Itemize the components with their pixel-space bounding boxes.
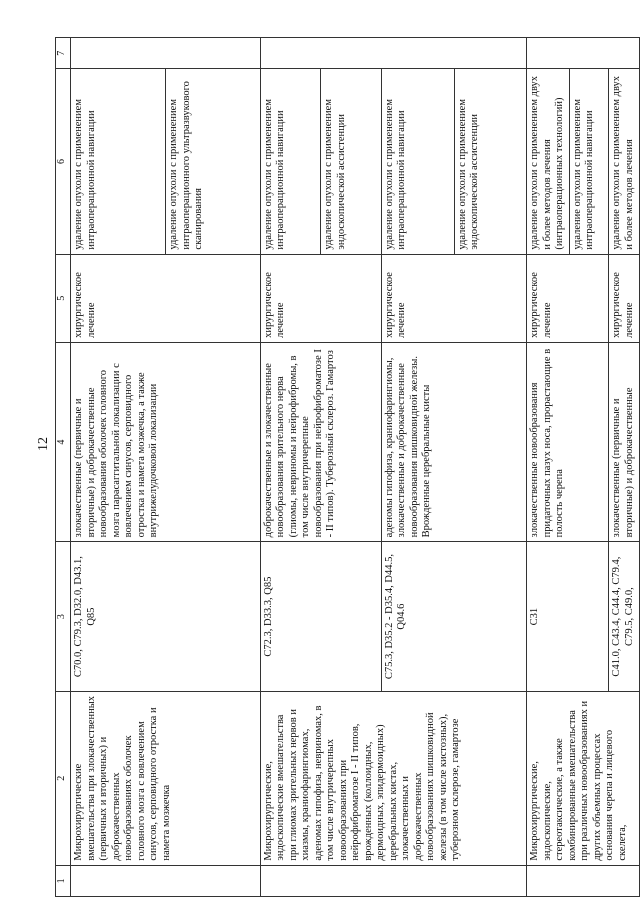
method-item: удаление опухоли с применением интраоперационной навигации (382, 69, 455, 253)
cell-treatment-type: хирургическое лечение (381, 254, 526, 342)
cell-method: удаление опухоли с применением двух и более методов лечения (609, 69, 640, 254)
cell-treatment-type: хирургическое лечение (71, 254, 261, 342)
header-cell: 1 (56, 865, 71, 896)
cell-number (527, 865, 640, 896)
cell-procedure: Микрохирургические, эндоскопические вмешательства при глиомах зрительных нервов и хиазмы, краниофарингиомах, аденомах гипофиза, невриномах, в том числе внутричерепных новообразованиях при нейрофиброматозе I - II типов, врожденных (коллоидных, дермоидных, эпидермоидных) церебральных кистах, злокачественных и доброкачественных новообразованиях шишковидной железы (в том числе кистозных), туберозном склерозе, гамартозе (260, 691, 526, 865)
cell-diagnosis: злокачественные (первичные и вторичные) и доброкачественные новообразования оболочек головного мозга парасаггитальной локализации с вовлечением синусов, серповидного отростка и намета мозжечка, а также внутрижелудочковой локализации (71, 342, 261, 541)
cell-icd-codes: C70.0, C79.3, D32.0, D43.1, Q85 (71, 542, 261, 692)
cell-number (260, 865, 526, 896)
cell-icd-codes: C75.3, D35.2 - D35.4, D44.5, Q04.6 (381, 542, 526, 692)
method-item: удаление опухоли с применением интраоперационной навигации (261, 69, 321, 253)
table-row (71, 38, 261, 897)
rotated-table-container (55, 37, 640, 897)
cell-icd-codes: C31 (527, 542, 609, 692)
cell-extra (527, 38, 640, 69)
cell-procedure: Микрохирургические вмешательства при злокачественных (первичных и вторичных) и доброкачественных новообразованиях оболочек головного мозга с вовлечением синусов, серповидного отростка и намета мозжечка (71, 691, 261, 865)
cell-treatment-type: хирургическое лечение (609, 254, 640, 342)
method-item: удаление опухоли с применением интраоперационного ультразвукового сканирования (168, 81, 205, 250)
method-item: удаление опухоли с применением эндоскопической ассистенции (323, 99, 347, 250)
cell-method (527, 69, 609, 254)
method-item: удаление опухоли с применением эндоскопической ассистенции (456, 99, 481, 250)
header-cell: 5 (56, 254, 71, 342)
header-cell: 4 (56, 342, 71, 541)
header-cell: 2 (56, 691, 71, 865)
cell-method (260, 69, 381, 254)
cell-method (381, 69, 526, 254)
header-cell: 6 (56, 69, 71, 254)
table-row (260, 38, 381, 897)
header-cell: 3 (56, 542, 71, 692)
method-item: удаление опухоли с применением интраоперационной навигации (71, 69, 166, 253)
table-row (527, 38, 609, 897)
header-row (56, 38, 71, 897)
cell-diagnosis: аденомы гипофиза, краниофарингиомы, злокачественные и доброкачественные новообразования шишковидной железы. Врожденные церебральные кисты (381, 342, 526, 541)
cell-treatment-type: хирургическое лечение (260, 254, 381, 342)
cell-treatment-type: хирургическое лечение (527, 254, 609, 342)
cell-diagnosis: доброкачественные и злокачественные новообразования зрительного нерва (глиомы, невриномы и нейрофибромы, в том числе внутричерепные новообразования при нейрофиброматозе I - II типов). Туберозный склероз. Гамартоз (260, 342, 381, 541)
cell-extra (71, 38, 261, 69)
method-item: удаление опухоли с применением двух и более методов лечения (интраоперационных технологий) (527, 69, 570, 253)
cell-icd-codes: C72.3, D33.3, Q85 (260, 542, 381, 692)
cell-procedure: Микрохирургические, эндоскопические, стереотаксические, а также комбинированные вмешательства при различных новообразованиях и других объемных процессах основания черепа и лицевого скелета, (527, 691, 640, 865)
cell-diagnosis: злокачественные (первичные и вторичные) и доброкачественные (609, 342, 640, 541)
cell-method (71, 69, 261, 254)
cell-icd-codes: C41.0, C43.4, C44.4, C79.4, C79.5, C49.0, (609, 542, 640, 692)
cell-diagnosis: злокачественные новообразования придаточных пазух носа, прорастающие в полость черепа (527, 342, 609, 541)
cell-extra (260, 38, 526, 69)
page-number: 12 (36, 437, 51, 451)
cell-number (71, 865, 261, 896)
method-item: удаление опухоли с применением интраоперационной навигации (571, 99, 596, 250)
header-cell: 7 (56, 38, 71, 69)
procedures-table (55, 37, 640, 897)
